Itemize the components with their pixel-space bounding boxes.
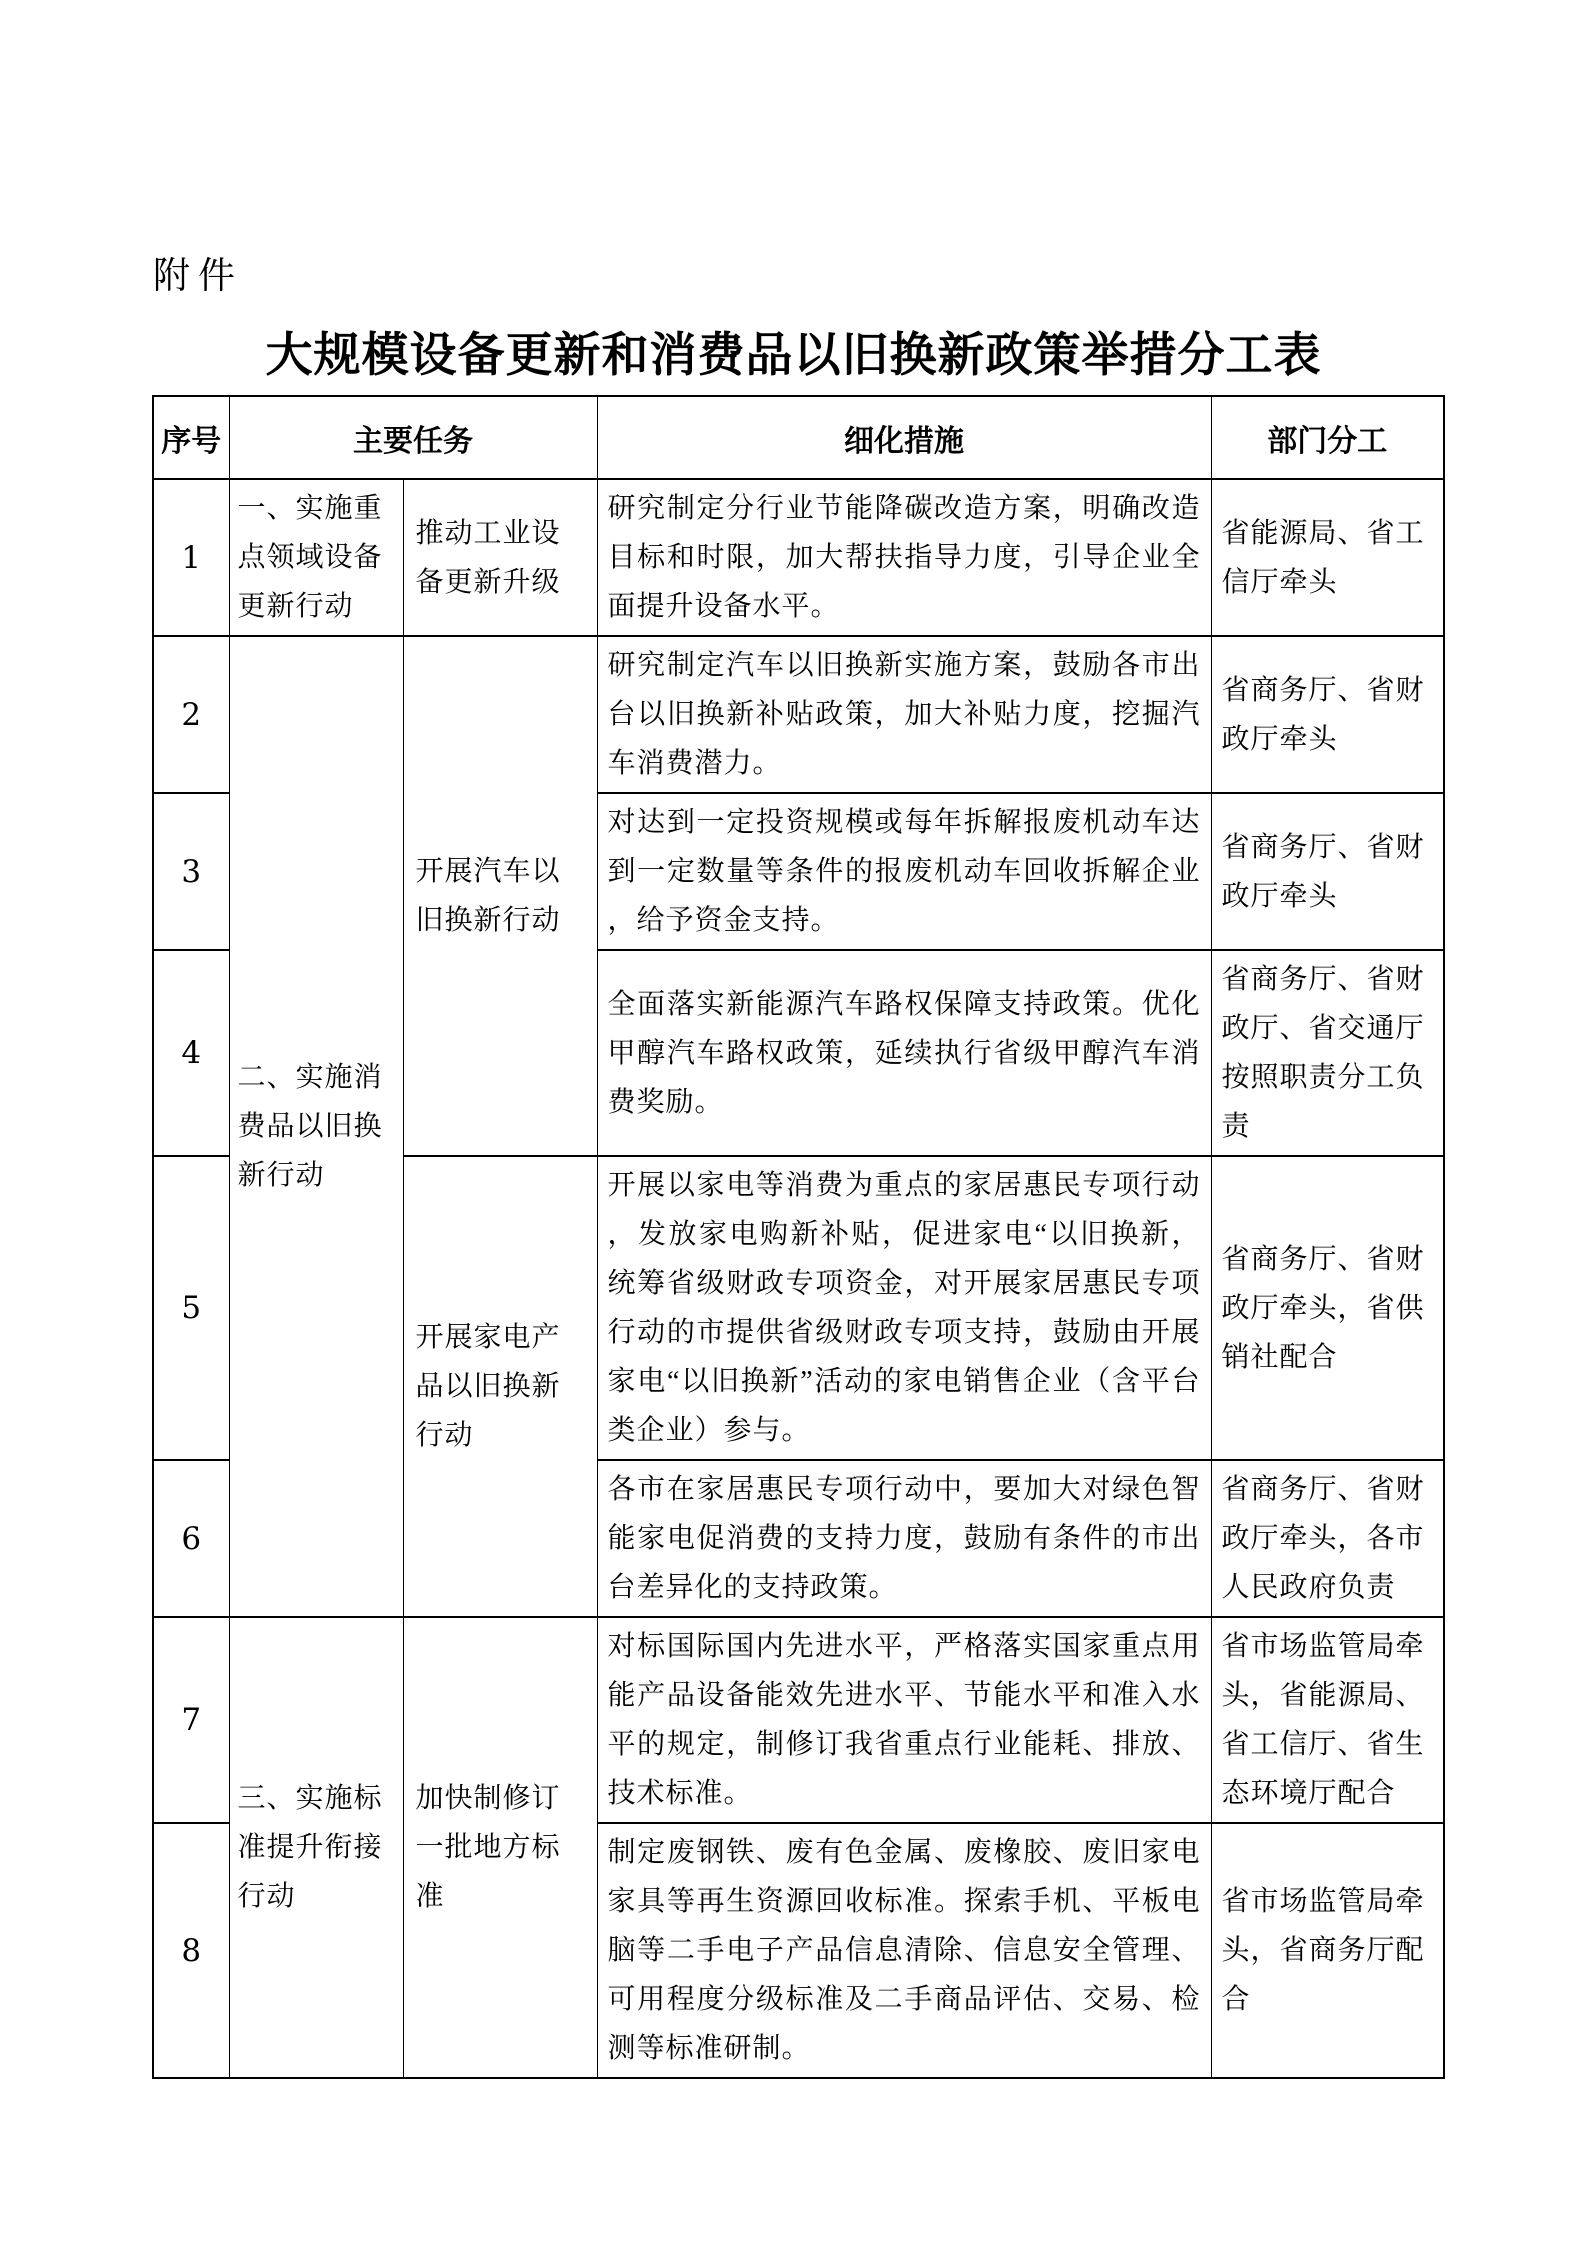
row-index-cell: 7 (153, 1617, 229, 1823)
division-cell: 省能源局、省工信厅牵头 (1211, 479, 1444, 636)
table-row (153, 479, 1444, 636)
header-main-task: 主要任务 (229, 396, 597, 479)
page-title: 大规模设备更新和消费品以旧换新政策举措分工表 (265, 330, 1322, 382)
measure-cell: 对达到一定投资规模或每年拆解报废机动车达到一定数量等条件的报废机动车回收拆解企业，给予资金支持。 (597, 793, 1211, 950)
header-division: 部门分工 (1211, 396, 1444, 479)
table-header-row (153, 396, 1444, 479)
measure-cell: 研究制定分行业节能降碳改造方案，明确改造目标和时限，加大帮扶指导力度，引导企业全面提升设备水平。 (597, 479, 1211, 636)
row-index-cell: 2 (153, 636, 229, 793)
row-index-cell: 6 (153, 1460, 229, 1617)
task-category-cell: 一、实施重点领域设备更新行动 (229, 479, 403, 636)
task-category-cell: 三、实施标准提升衔接行动 (229, 1617, 403, 2078)
measure-cell: 开展以家电等消费为重点的家居惠民专项行动，发放家电购新补贴，促进家电“以旧换新，统筹省级财政专项资金，对开展家居惠民专项行动的市提供省级财政专项支持，鼓励由开展家电“以旧换新”活动的家电销售企业（含平台类企业）参与。 (597, 1156, 1211, 1460)
task-action-cell: 开展汽车以旧换新行动 (403, 636, 597, 1156)
measure-cell: 研究制定汽车以旧换新实施方案，鼓励各市出台以旧换新补贴政策，加大补贴力度，挖掘汽车消费潜力。 (597, 636, 1211, 793)
header-measures: 细化措施 (597, 396, 1211, 479)
row-index-cell: 5 (153, 1156, 229, 1460)
task-action-cell: 加快制修订一批地方标准 (403, 1617, 597, 2078)
attachment-label: 附件 (153, 255, 243, 296)
division-cell: 省市场监管局牵头，省商务厅配合 (1211, 1823, 1444, 2078)
table-body (153, 479, 1444, 2078)
table-row (153, 1617, 1444, 1823)
header-index: 序号 (153, 396, 229, 479)
division-cell: 省市场监管局牵头，省能源局、省工信厅、省生态环境厅配合 (1211, 1617, 1444, 1823)
division-cell: 省商务厅、省财政厅、省交通厅按照职责分工负责 (1211, 950, 1444, 1156)
division-cell: 省商务厅、省财政厅牵头，各市人民政府负责 (1211, 1460, 1444, 1617)
division-cell: 省商务厅、省财政厅牵头 (1211, 793, 1444, 950)
division-cell: 省商务厅、省财政厅牵头，省供销社配合 (1211, 1156, 1444, 1460)
table-row (153, 636, 1444, 793)
task-action-cell: 推动工业设备更新升级 (403, 479, 597, 636)
policy-table (152, 395, 1445, 2079)
measure-cell: 对标国际国内先进水平，严格落实国家重点用能产品设备能效先进水平、节能水平和准入水平的规定，制修订我省重点行业能耗、排放、技术标准。 (597, 1617, 1211, 1823)
task-action-cell: 开展家电产品以旧换新行动 (403, 1156, 597, 1617)
row-index-cell: 8 (153, 1823, 229, 2078)
row-index-cell: 4 (153, 950, 229, 1156)
measure-cell: 制定废钢铁、废有色金属、废橡胶、废旧家电家具等再生资源回收标准。探索手机、平板电脑等二手电子产品信息清除、信息安全管理、可用程度分级标准及二手商品评估、交易、检测等标准研制。 (597, 1823, 1211, 2078)
division-cell: 省商务厅、省财政厅牵头 (1211, 636, 1444, 793)
measure-cell: 各市在家居惠民专项行动中，要加大对绿色智能家电促消费的支持力度，鼓励有条件的市出台差异化的支持政策。 (597, 1460, 1211, 1617)
task-category-cell: 二、实施消费品以旧换新行动 (229, 636, 403, 1617)
row-index-cell: 3 (153, 793, 229, 950)
row-index-cell: 1 (153, 479, 229, 636)
measure-cell: 全面落实新能源汽车路权保障支持政策。优化甲醇汽车路权政策，延续执行省级甲醇汽车消费奖励。 (597, 950, 1211, 1156)
